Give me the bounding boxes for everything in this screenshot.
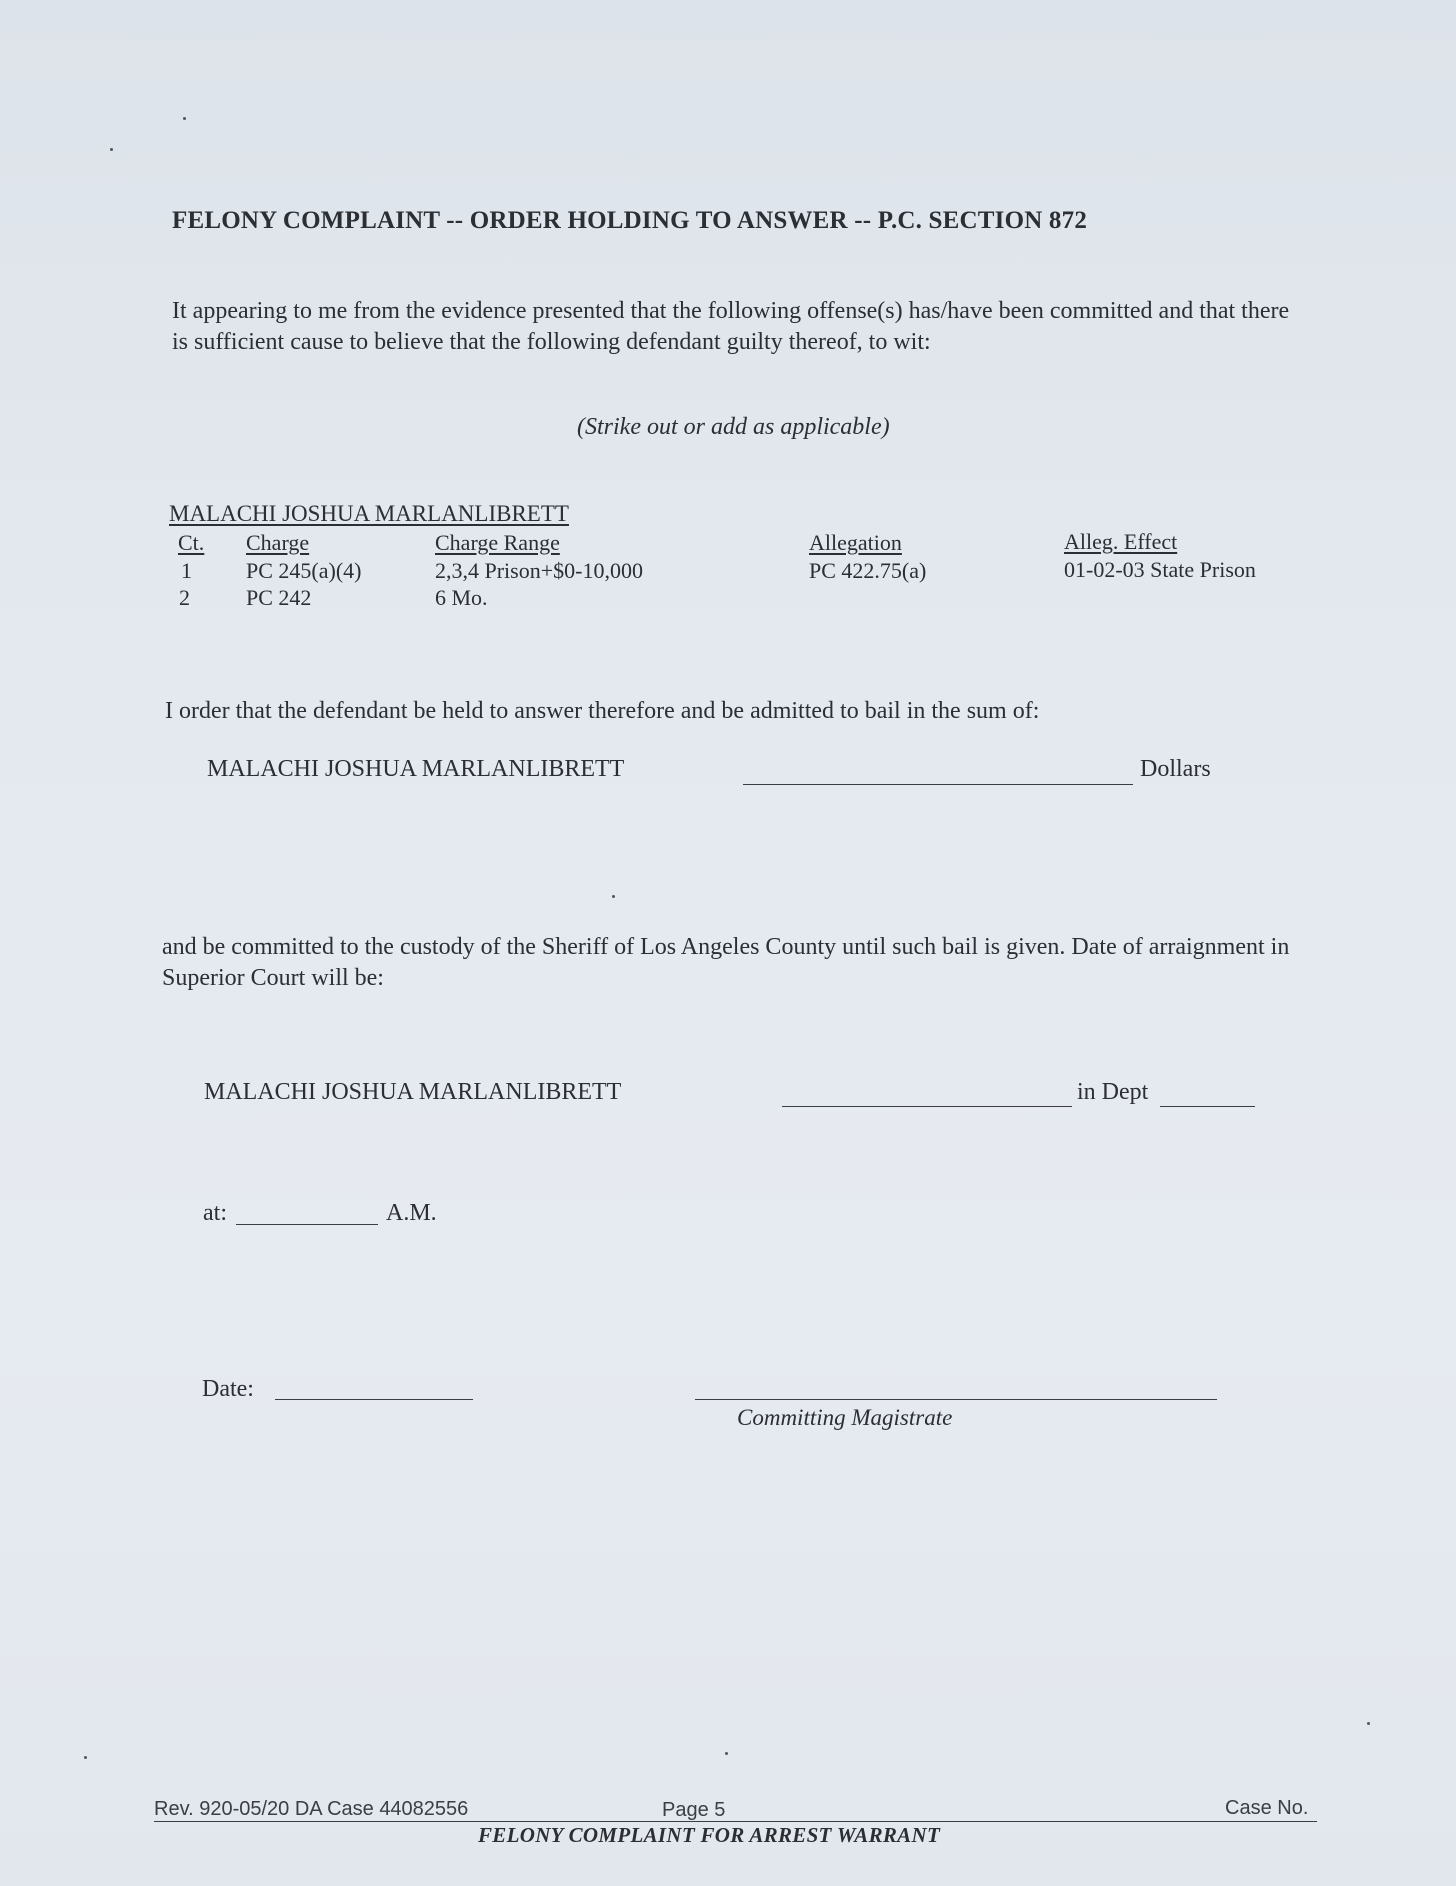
header-ct: Ct. (178, 530, 205, 555)
scan-speck (84, 1756, 87, 1759)
arraignment-date-line[interactable] (782, 1106, 1072, 1107)
dept-label: in Dept (1077, 1079, 1149, 1105)
row-charge-range: 2,3,4 Prison+$0-10,000 (435, 558, 643, 583)
bail-order-paragraph: I order that the defendant be held to answer therefore and be admitted to bail in the sum of: (165, 698, 1040, 724)
row-charge-range: 6 Mo. (435, 585, 488, 610)
row-ct: 2 (179, 585, 190, 610)
row-ct: 1 (181, 558, 192, 583)
at-label: at: (203, 1200, 227, 1226)
row-alleg-effect: 01-02-03 State Prison (1064, 557, 1256, 582)
header-alleg-effect: Alleg. Effect (1064, 529, 1178, 554)
scan-speck (110, 148, 113, 151)
scan-speck (183, 117, 186, 120)
custody-paragraph: and be committed to the custody of the Sheriff of Los Angeles County until such bail is given. Date of arraignment in Superior Court will be: (162, 934, 1290, 991)
dept-line[interactable] (1160, 1106, 1255, 1107)
row-allegation: PC 422.75(a) (809, 558, 927, 583)
bail-amount-line[interactable] (743, 784, 1133, 785)
intro-paragraph: It appearing to me from the evidence presented that the following offense(s) has/have been committed and that there is sufficient cause to believe that the following defendant guilty thereof, to wit: (172, 298, 1290, 355)
footer-rule (154, 1821, 1317, 1822)
footer-case-no: Case No. (1225, 1797, 1309, 1819)
header-charge-range: Charge Range (435, 530, 560, 555)
scan-speck (1367, 1722, 1370, 1725)
document-title: FELONY COMPLAINT -- ORDER HOLDING TO ANSWER -- P.C. SECTION 872 (172, 207, 1088, 234)
defendant-name-heading: MALACHI JOSHUA MARLANLIBRETT (169, 501, 569, 526)
header-allegation: Allegation (809, 530, 902, 555)
date-line[interactable] (275, 1399, 473, 1400)
arraignment-defendant-name: MALACHI JOSHUA MARLANLIBRETT (204, 1079, 622, 1105)
bail-unit-label: Dollars (1140, 756, 1211, 782)
scan-speck (725, 1752, 728, 1755)
bail-defendant-name: MALACHI JOSHUA MARLANLIBRETT (207, 756, 625, 782)
time-line[interactable] (236, 1224, 378, 1225)
header-charge: Charge (246, 530, 310, 555)
footer-rev: Rev. 920-05/20 DA Case 44082556 (154, 1798, 469, 1820)
am-label: A.M. (386, 1200, 437, 1226)
date-label: Date: (202, 1376, 254, 1402)
scan-speck (612, 895, 615, 898)
footer-page-number: Page 5 (662, 1799, 726, 1821)
magistrate-signature-line[interactable] (695, 1399, 1217, 1400)
magistrate-label: Committing Magistrate (737, 1405, 953, 1430)
row-charge: PC 242 (246, 585, 312, 610)
row-charge: PC 245(a)(4) (246, 558, 362, 583)
applicability-note: (Strike out or add as applicable) (577, 414, 890, 440)
footer-form-title: FELONY COMPLAINT FOR ARREST WARRANT (478, 1823, 941, 1847)
